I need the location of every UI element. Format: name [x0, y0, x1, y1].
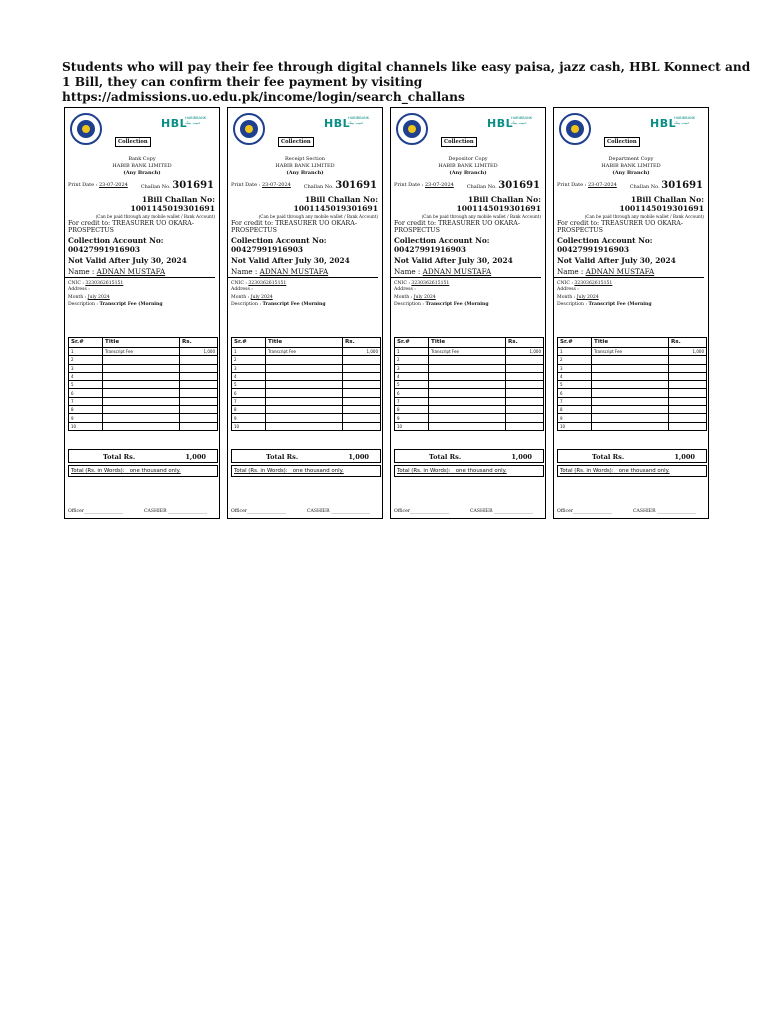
cell-amount: 1,000 — [669, 348, 707, 356]
table-row — [558, 356, 707, 364]
payment-note: (Can be paid through any mobile wallet / Bank Account) — [421, 214, 541, 219]
col-title: Title — [103, 338, 180, 348]
bank-name: HABIB BANK LIMITED — [275, 163, 335, 169]
table-row — [395, 389, 544, 397]
table-row — [558, 348, 707, 356]
cell-title — [103, 389, 180, 397]
challan-slip: HBL HABIBBANK حبیب بینک Collection Depositor Copy HABIB BANK LIMITED (Any Branch) Print Date : 23-07-2024 Challan No. 301691 1Bill Challan No: 1001145019301691 (Can be paid through any mobile wallet / Bank Account) For credit to: TREASURER UO OKARA-PROSPECTUS Collection Account No: 00427991916903 Not Valid After July 30, 2024 Name : ADNAN MUSTAFA CNIC : 3230362615151 Address : Month : July 2024 Description : Transcript Fee (Morning Sr.# Title Rs. 1 Transcript Fee 1,000 2 3 4 5 6 7 8 9 10 Total Rs. 1,000 Total (Rs. in Words): one thousand only. Officer_________________ CASHIER _________________ — [390, 107, 546, 519]
cell-sr: 3 — [395, 364, 429, 372]
cell-title — [592, 364, 669, 372]
cell-sr: 6 — [395, 389, 429, 397]
table-row — [395, 356, 544, 364]
address: Address : — [231, 287, 253, 292]
table-row — [232, 406, 381, 414]
collection-label: Collection — [441, 137, 477, 147]
credit-to: For credit to: TREASURER UO OKARA-PROSPECTUS — [68, 220, 194, 234]
cell-sr: 7 — [395, 397, 429, 405]
cell-sr: 4 — [69, 372, 103, 380]
cell-amount — [180, 356, 218, 364]
cell-amount — [669, 381, 707, 389]
description: Description : Transcript Fee (Morning — [231, 302, 326, 307]
payment-note: (Can be paid through any mobile wallet / Bank Account) — [258, 214, 378, 219]
table-row — [232, 389, 381, 397]
collection-account: Collection Account No: 00427991916903 — [557, 236, 653, 254]
payment-note: (Can be paid through any mobile wallet / Bank Account) — [584, 214, 704, 219]
cell-sr: 9 — [232, 414, 266, 422]
cell-amount — [506, 422, 544, 430]
copy-type: Receipt Section — [285, 156, 325, 162]
cell-amount — [343, 381, 381, 389]
col-rs: Rs. — [343, 338, 381, 348]
cell-title: Transcript Fee — [592, 348, 669, 356]
table-row — [232, 397, 381, 405]
cell-sr: 9 — [395, 414, 429, 422]
cell-title — [103, 381, 180, 389]
cell-sr: 3 — [232, 364, 266, 372]
table-row — [232, 422, 381, 430]
cell-title — [103, 414, 180, 422]
print-date: Print Date : 23-07-2024 — [394, 182, 454, 188]
cell-title — [266, 381, 343, 389]
table-row — [69, 356, 218, 364]
fee-table — [68, 337, 218, 431]
col-rs: Rs. — [506, 338, 544, 348]
cell-title — [592, 389, 669, 397]
cell-title — [266, 389, 343, 397]
hbl-logo: HBL — [487, 117, 514, 130]
print-date: Print Date : 23-07-2024 — [557, 182, 617, 188]
cell-sr: 10 — [232, 422, 266, 430]
table-row — [232, 348, 381, 356]
collection-account: Collection Account No: 00427991916903 — [394, 236, 490, 254]
cell-sr: 8 — [69, 406, 103, 414]
cell-amount — [506, 414, 544, 422]
print-date: Print Date : 23-07-2024 — [231, 182, 291, 188]
cell-sr: 6 — [69, 389, 103, 397]
cell-sr: 2 — [395, 356, 429, 364]
col-sr: Sr.# — [232, 338, 266, 348]
table-row — [232, 381, 381, 389]
cell-sr: 5 — [558, 381, 592, 389]
cell-amount: 1,000 — [506, 348, 544, 356]
student-name: Name : ADNAN MUSTAFA — [554, 267, 704, 278]
month: Month : July 2024 — [557, 295, 599, 300]
col-rs: Rs. — [669, 338, 707, 348]
cell-amount — [180, 406, 218, 414]
payment-notice: Students who will pay their fee through digital channels like easy paisa, jazz cash, HBL Konnect and 1 Bill, they can confirm their fee payment by visiting https://admissions.uo.edu.pk/income/login/search_challans — [62, 60, 751, 104]
cell-sr: 4 — [395, 372, 429, 380]
bank-name: HABIB BANK LIMITED — [112, 163, 172, 169]
challan-number: Challan No. 301691 — [303, 180, 377, 191]
col-title: Title — [592, 338, 669, 348]
copy-type: Department Copy — [608, 156, 654, 162]
credit-to: For credit to: TREASURER UO OKARA-PROSPECTUS — [231, 220, 357, 234]
cell-amount — [343, 406, 381, 414]
challan-slip: HBL HABIBBANK حبیب بینک Collection Bank Copy HABIB BANK LIMITED (Any Branch) Print Date : 23-07-2024 Challan No. 301691 1Bill Challan No: 1001145019301691 (Can be paid through any mobile wallet / Bank Account) For credit to: TREASURER UO OKARA-PROSPECTUS Collection Account No: 00427991916903 Not Valid After July 30, 2024 Name : ADNAN MUSTAFA CNIC : 3230362615151 Address : Month : July 2024 Description : Transcript Fee (Morning Sr.# Title Rs. 1 Transcript Fee 1,000 2 3 4 5 6 7 8 9 10 Total Rs. 1,000 Total (Rs. in Words): one thousand only. Officer_________________ CASHIER _________________ — [64, 107, 220, 519]
table-row — [69, 422, 218, 430]
cnic: CNIC : 3230362615151 — [68, 281, 124, 286]
cell-title — [103, 422, 180, 430]
cell-amount — [669, 406, 707, 414]
cell-title — [592, 406, 669, 414]
total-row: Total Rs. 1,000 — [394, 449, 544, 463]
cell-sr: 7 — [232, 397, 266, 405]
table-row — [395, 397, 544, 405]
cell-amount — [669, 356, 707, 364]
table-row — [558, 389, 707, 397]
cell-title — [266, 414, 343, 422]
cell-sr: 8 — [395, 406, 429, 414]
collection-account: Collection Account No: 00427991916903 — [68, 236, 164, 254]
cell-sr: 5 — [69, 381, 103, 389]
cell-amount — [669, 414, 707, 422]
col-sr: Sr.# — [69, 338, 103, 348]
cell-sr: 7 — [558, 397, 592, 405]
hbl-logo: HBL — [161, 117, 188, 130]
cell-sr: 10 — [395, 422, 429, 430]
cell-title — [266, 356, 343, 364]
cell-title — [429, 397, 506, 405]
total-row: Total Rs. 1,000 — [68, 449, 218, 463]
cell-sr: 5 — [395, 381, 429, 389]
cell-amount — [669, 364, 707, 372]
cell-title — [592, 422, 669, 430]
cell-sr: 1 — [232, 348, 266, 356]
cell-amount: 1,000 — [343, 348, 381, 356]
validity: Not Valid After July 30, 2024 — [68, 256, 187, 265]
address: Address : — [68, 287, 90, 292]
cell-sr: 2 — [558, 356, 592, 364]
cell-amount — [669, 372, 707, 380]
table-row — [558, 397, 707, 405]
cell-title — [429, 356, 506, 364]
cell-amount — [669, 389, 707, 397]
student-name: Name : ADNAN MUSTAFA — [65, 267, 215, 278]
cell-amount — [180, 397, 218, 405]
cell-title — [103, 364, 180, 372]
student-name: Name : ADNAN MUSTAFA — [228, 267, 378, 278]
slip-header — [228, 108, 382, 148]
collection-label: Collection — [604, 137, 640, 147]
cell-amount — [506, 397, 544, 405]
cell-amount — [180, 372, 218, 380]
cell-amount — [343, 414, 381, 422]
cell-title — [429, 389, 506, 397]
table-row — [395, 348, 544, 356]
cell-amount — [506, 381, 544, 389]
validity: Not Valid After July 30, 2024 — [231, 256, 350, 265]
cell-amount — [669, 422, 707, 430]
cell-sr: 6 — [232, 389, 266, 397]
cell-title — [103, 356, 180, 364]
cell-amount — [180, 414, 218, 422]
table-row — [69, 372, 218, 380]
table-row — [69, 348, 218, 356]
slip-header — [554, 108, 708, 148]
cell-sr: 1 — [69, 348, 103, 356]
bill-challan-number: 1Bill Challan No: 1001145019301691 — [293, 195, 378, 213]
address: Address : — [557, 287, 579, 292]
bill-challan-number: 1Bill Challan No: 1001145019301691 — [456, 195, 541, 213]
cell-sr: 6 — [558, 389, 592, 397]
collection-label: Collection — [115, 137, 151, 147]
table-row — [395, 372, 544, 380]
table-row — [232, 356, 381, 364]
branch: (Any Branch) — [612, 170, 650, 176]
cell-amount — [180, 422, 218, 430]
cell-title: Transcript Fee — [103, 348, 180, 356]
validity: Not Valid After July 30, 2024 — [394, 256, 513, 265]
cell-title — [592, 356, 669, 364]
cell-amount — [180, 381, 218, 389]
university-seal-icon — [559, 113, 591, 145]
cell-title — [266, 397, 343, 405]
cell-amount — [669, 397, 707, 405]
fee-table — [231, 337, 381, 431]
col-title: Title — [429, 338, 506, 348]
description: Description : Transcript Fee (Morning — [394, 302, 489, 307]
branch: (Any Branch) — [286, 170, 324, 176]
habib-bank-wordmark: HABIBBANK حبیب بینک — [511, 116, 533, 125]
description: Description : Transcript Fee (Morning — [557, 302, 652, 307]
hbl-logo: HBL — [650, 117, 677, 130]
cnic: CNIC : 3230362615151 — [231, 281, 287, 286]
col-sr: Sr.# — [558, 338, 592, 348]
table-row — [558, 422, 707, 430]
cell-sr: 3 — [558, 364, 592, 372]
cell-sr: 2 — [232, 356, 266, 364]
table-row — [395, 422, 544, 430]
university-seal-icon — [70, 113, 102, 145]
cell-sr: 8 — [232, 406, 266, 414]
bank-name: HABIB BANK LIMITED — [601, 163, 661, 169]
cell-amount — [343, 356, 381, 364]
cell-title: Transcript Fee — [429, 348, 506, 356]
university-seal-icon — [233, 113, 265, 145]
habib-bank-wordmark: HABIBBANK حبیب بینک — [185, 116, 207, 125]
table-row — [558, 372, 707, 380]
cell-title — [429, 406, 506, 414]
cell-sr: 3 — [69, 364, 103, 372]
table-row — [395, 364, 544, 372]
cell-sr: 9 — [69, 414, 103, 422]
cell-amount — [343, 372, 381, 380]
cell-title — [266, 406, 343, 414]
cell-amount — [343, 364, 381, 372]
table-row — [232, 372, 381, 380]
cell-amount — [506, 389, 544, 397]
cell-title — [592, 397, 669, 405]
cell-sr: 5 — [232, 381, 266, 389]
challan-number: Challan No. 301691 — [629, 180, 703, 191]
cell-sr: 10 — [69, 422, 103, 430]
cell-sr: 1 — [558, 348, 592, 356]
payment-note: (Can be paid through any mobile wallet / Bank Account) — [95, 214, 215, 219]
description: Description : Transcript Fee (Morning — [68, 302, 163, 307]
credit-to: For credit to: TREASURER UO OKARA-PROSPECTUS — [394, 220, 520, 234]
cell-sr: 8 — [558, 406, 592, 414]
cell-title: Transcript Fee — [266, 348, 343, 356]
table-row — [232, 414, 381, 422]
cell-amount — [343, 389, 381, 397]
table-row — [395, 406, 544, 414]
total-in-words: Total (Rs. in Words): one thousand only. — [231, 465, 381, 477]
cell-amount — [506, 406, 544, 414]
address: Address : — [394, 287, 416, 292]
cell-amount — [506, 372, 544, 380]
branch: (Any Branch) — [449, 170, 487, 176]
cell-title — [266, 422, 343, 430]
credit-to: For credit to: TREASURER UO OKARA-PROSPECTUS — [557, 220, 683, 234]
month: Month : July 2024 — [394, 295, 436, 300]
collection-account: Collection Account No: 00427991916903 — [231, 236, 327, 254]
challan-slip: HBL HABIBBANK حبیب بینک Collection Receipt Section HABIB BANK LIMITED (Any Branch) Print Date : 23-07-2024 Challan No. 301691 1Bill Challan No: 1001145019301691 (Can be paid through any mobile wallet / Bank Account) For credit to: TREASURER UO OKARA-PROSPECTUS Collection Account No: 00427991916903 Not Valid After July 30, 2024 Name : ADNAN MUSTAFA CNIC : 3230362615151 Address : Month : July 2024 Description : Transcript Fee (Morning Sr.# Title Rs. 1 Transcript Fee 1,000 2 3 4 5 6 7 8 9 10 Total Rs. 1,000 Total (Rs. in Words): one thousand only. Officer_________________ CASHIER _________________ — [227, 107, 383, 519]
cell-sr: 1 — [395, 348, 429, 356]
habib-bank-wordmark: HABIBBANK حبیب بینک — [348, 116, 370, 125]
hbl-logo: HBL — [324, 117, 351, 130]
cell-amount — [506, 356, 544, 364]
total-row: Total Rs. 1,000 — [231, 449, 381, 463]
total-in-words: Total (Rs. in Words): one thousand only. — [394, 465, 544, 477]
total-row: Total Rs. 1,000 — [557, 449, 707, 463]
col-rs: Rs. — [180, 338, 218, 348]
cell-amount — [343, 397, 381, 405]
cell-sr: 4 — [232, 372, 266, 380]
table-row — [558, 364, 707, 372]
table-row — [558, 381, 707, 389]
cell-sr: 10 — [558, 422, 592, 430]
slip-header — [65, 108, 219, 148]
cell-sr: 7 — [69, 397, 103, 405]
bill-challan-number: 1Bill Challan No: 1001145019301691 — [619, 195, 704, 213]
cell-title — [592, 414, 669, 422]
cell-amount — [343, 422, 381, 430]
cell-title — [429, 422, 506, 430]
bill-challan-number: 1Bill Challan No: 1001145019301691 — [130, 195, 215, 213]
cell-title — [429, 372, 506, 380]
table-row — [395, 381, 544, 389]
print-date: Print Date : 23-07-2024 — [68, 182, 128, 188]
cell-title — [592, 372, 669, 380]
cell-amount: 1,000 — [180, 348, 218, 356]
cell-amount — [180, 364, 218, 372]
col-title: Title — [266, 338, 343, 348]
table-row — [558, 414, 707, 422]
cell-title — [429, 364, 506, 372]
cell-amount — [180, 389, 218, 397]
cell-title — [266, 372, 343, 380]
slip-header — [391, 108, 545, 148]
table-row — [395, 414, 544, 422]
total-in-words: Total (Rs. in Words): one thousand only. — [68, 465, 218, 477]
cell-title — [103, 372, 180, 380]
table-row — [69, 389, 218, 397]
challan-slips — [64, 107, 710, 521]
cell-title — [429, 381, 506, 389]
copy-type: Bank Copy — [128, 156, 156, 162]
month: Month : July 2024 — [68, 295, 110, 300]
month: Month : July 2024 — [231, 295, 273, 300]
branch: (Any Branch) — [123, 170, 161, 176]
student-name: Name : ADNAN MUSTAFA — [391, 267, 541, 278]
copy-type: Depositor Copy — [448, 156, 488, 162]
cell-sr: 4 — [558, 372, 592, 380]
cnic: CNIC : 3230362615151 — [557, 281, 613, 286]
challan-number: Challan No. 301691 — [466, 180, 540, 191]
cell-sr: 9 — [558, 414, 592, 422]
cell-title — [592, 381, 669, 389]
total-in-words: Total (Rs. in Words): one thousand only. — [557, 465, 707, 477]
university-seal-icon — [396, 113, 428, 145]
cnic: CNIC : 3230362615151 — [394, 281, 450, 286]
validity: Not Valid After July 30, 2024 — [557, 256, 676, 265]
challan-number: Challan No. 301691 — [140, 180, 214, 191]
table-row — [69, 397, 218, 405]
cell-title — [429, 414, 506, 422]
table-row — [69, 381, 218, 389]
table-row — [69, 364, 218, 372]
challan-slip: HBL HABIBBANK حبیب بینک Collection Department Copy HABIB BANK LIMITED (Any Branch) Print Date : 23-07-2024 Challan No. 301691 1Bill Challan No: 1001145019301691 (Can be paid through any mobile wallet / Bank Account) For credit to: TREASURER UO OKARA-PROSPECTUS Collection Account No: 00427991916903 Not Valid After July 30, 2024 Name : ADNAN MUSTAFA CNIC : 3230362615151 Address : Month : July 2024 Description : Transcript Fee (Morning Sr.# Title Rs. 1 Transcript Fee 1,000 2 3 4 5 6 7 8 9 10 Total Rs. 1,000 Total (Rs. in Words): one thousand only. Officer_________________ CASHIER _________________ — [553, 107, 709, 519]
cell-amount — [506, 364, 544, 372]
habib-bank-wordmark: HABIBBANK حبیب بینک — [674, 116, 696, 125]
cell-title — [103, 406, 180, 414]
cell-sr: 2 — [69, 356, 103, 364]
fee-table — [394, 337, 544, 431]
table-row — [69, 414, 218, 422]
cell-title — [266, 364, 343, 372]
cell-title — [103, 397, 180, 405]
fee-table — [557, 337, 707, 431]
collection-label: Collection — [278, 137, 314, 147]
col-sr: Sr.# — [395, 338, 429, 348]
table-row — [232, 364, 381, 372]
table-row — [558, 406, 707, 414]
table-row — [69, 406, 218, 414]
bank-name: HABIB BANK LIMITED — [438, 163, 498, 169]
